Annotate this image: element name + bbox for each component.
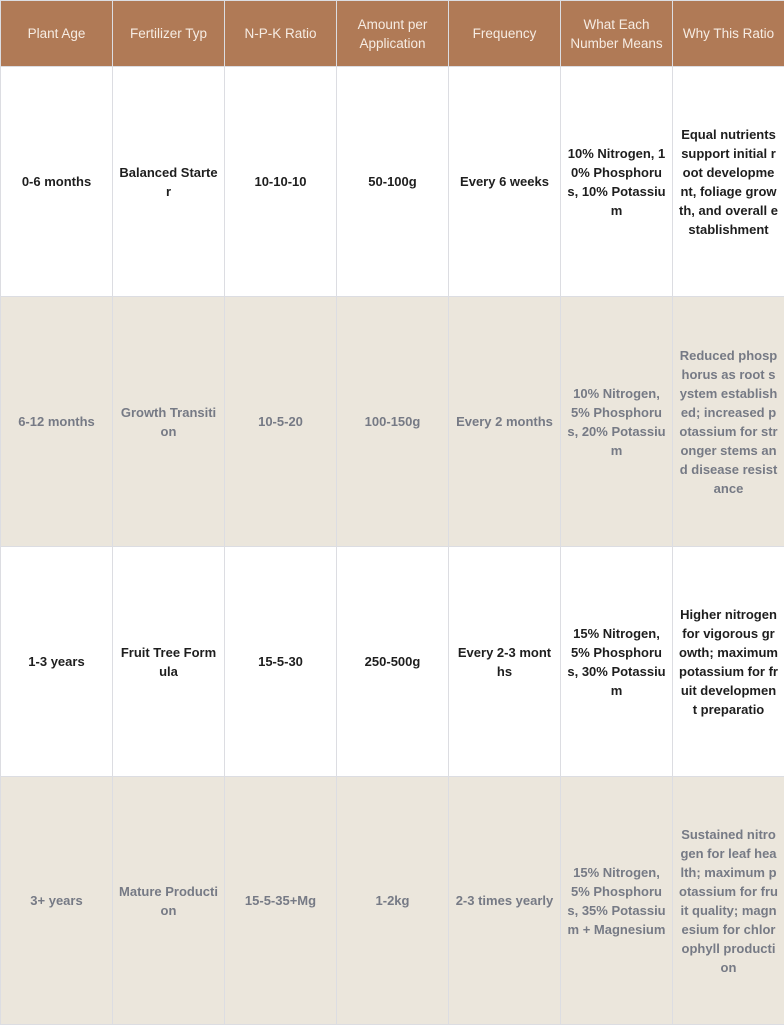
cell-amount: 250-500g [337, 547, 449, 777]
header-amount: Amount per Application [337, 1, 449, 67]
cell-amount: 1-2kg [337, 777, 449, 1025]
header-plant-age: Plant Age [1, 1, 113, 67]
table-row [1, 297, 784, 547]
cell-fertilizer-type: Fruit Tree Formula [113, 547, 225, 777]
cell-meaning: 15% Nitrogen, 5% Phosphorus, 35% Potassium + Magnesium [561, 777, 673, 1025]
cell-why: Higher nitrogen for vigorous growth; maximum potassium for fruit development preparatio [673, 547, 784, 777]
cell-npk-ratio: 10-10-10 [225, 67, 337, 297]
header-fertilizer-type: Fertilizer Typ [113, 1, 225, 67]
table-body [1, 67, 784, 1025]
cell-why: Equal nutrients support initial root development, foliage growth, and overall establishment [673, 67, 784, 297]
table-row [1, 67, 784, 297]
header-why: Why This Ratio [673, 1, 784, 67]
cell-frequency: 2-3 times yearly [449, 777, 561, 1025]
cell-frequency: Every 2 months [449, 297, 561, 547]
cell-why: Reduced phosphorus as root system established; increased potassium for stronger stems and disease resistance [673, 297, 784, 547]
table-header [1, 1, 784, 67]
header-frequency: Frequency [449, 1, 561, 67]
cell-npk-ratio: 10-5-20 [225, 297, 337, 547]
cell-plant-age: 1-3 years [1, 547, 113, 777]
cell-fertilizer-type: Growth Transition [113, 297, 225, 547]
cell-plant-age: 0-6 months [1, 67, 113, 297]
cell-frequency: Every 6 weeks [449, 67, 561, 297]
header-meaning: What Each Number Means [561, 1, 673, 67]
cell-plant-age: 6-12 months [1, 297, 113, 547]
cell-amount: 100-150g [337, 297, 449, 547]
cell-why: Sustained nitrogen for leaf health; maximum potassium for fruit quality; magnesium for chlorophyll production [673, 777, 784, 1025]
cell-fertilizer-type: Balanced Starter [113, 67, 225, 297]
cell-npk-ratio: 15-5-35+Mg [225, 777, 337, 1025]
cell-meaning: 15% Nitrogen, 5% Phosphorus, 30% Potassium [561, 547, 673, 777]
header-npk-ratio: N-P-K Ratio [225, 1, 337, 67]
header-row [1, 1, 784, 67]
cell-frequency: Every 2-3 months [449, 547, 561, 777]
table-row [1, 547, 784, 777]
cell-plant-age: 3+ years [1, 777, 113, 1025]
cell-meaning: 10% Nitrogen, 10% Phosphorus, 10% Potassium [561, 67, 673, 297]
cell-amount: 50-100g [337, 67, 449, 297]
cell-fertilizer-type: Mature Production [113, 777, 225, 1025]
cell-meaning: 10% Nitrogen, 5% Phosphorus, 20% Potassium [561, 297, 673, 547]
table-row [1, 777, 784, 1025]
cell-npk-ratio: 15-5-30 [225, 547, 337, 777]
